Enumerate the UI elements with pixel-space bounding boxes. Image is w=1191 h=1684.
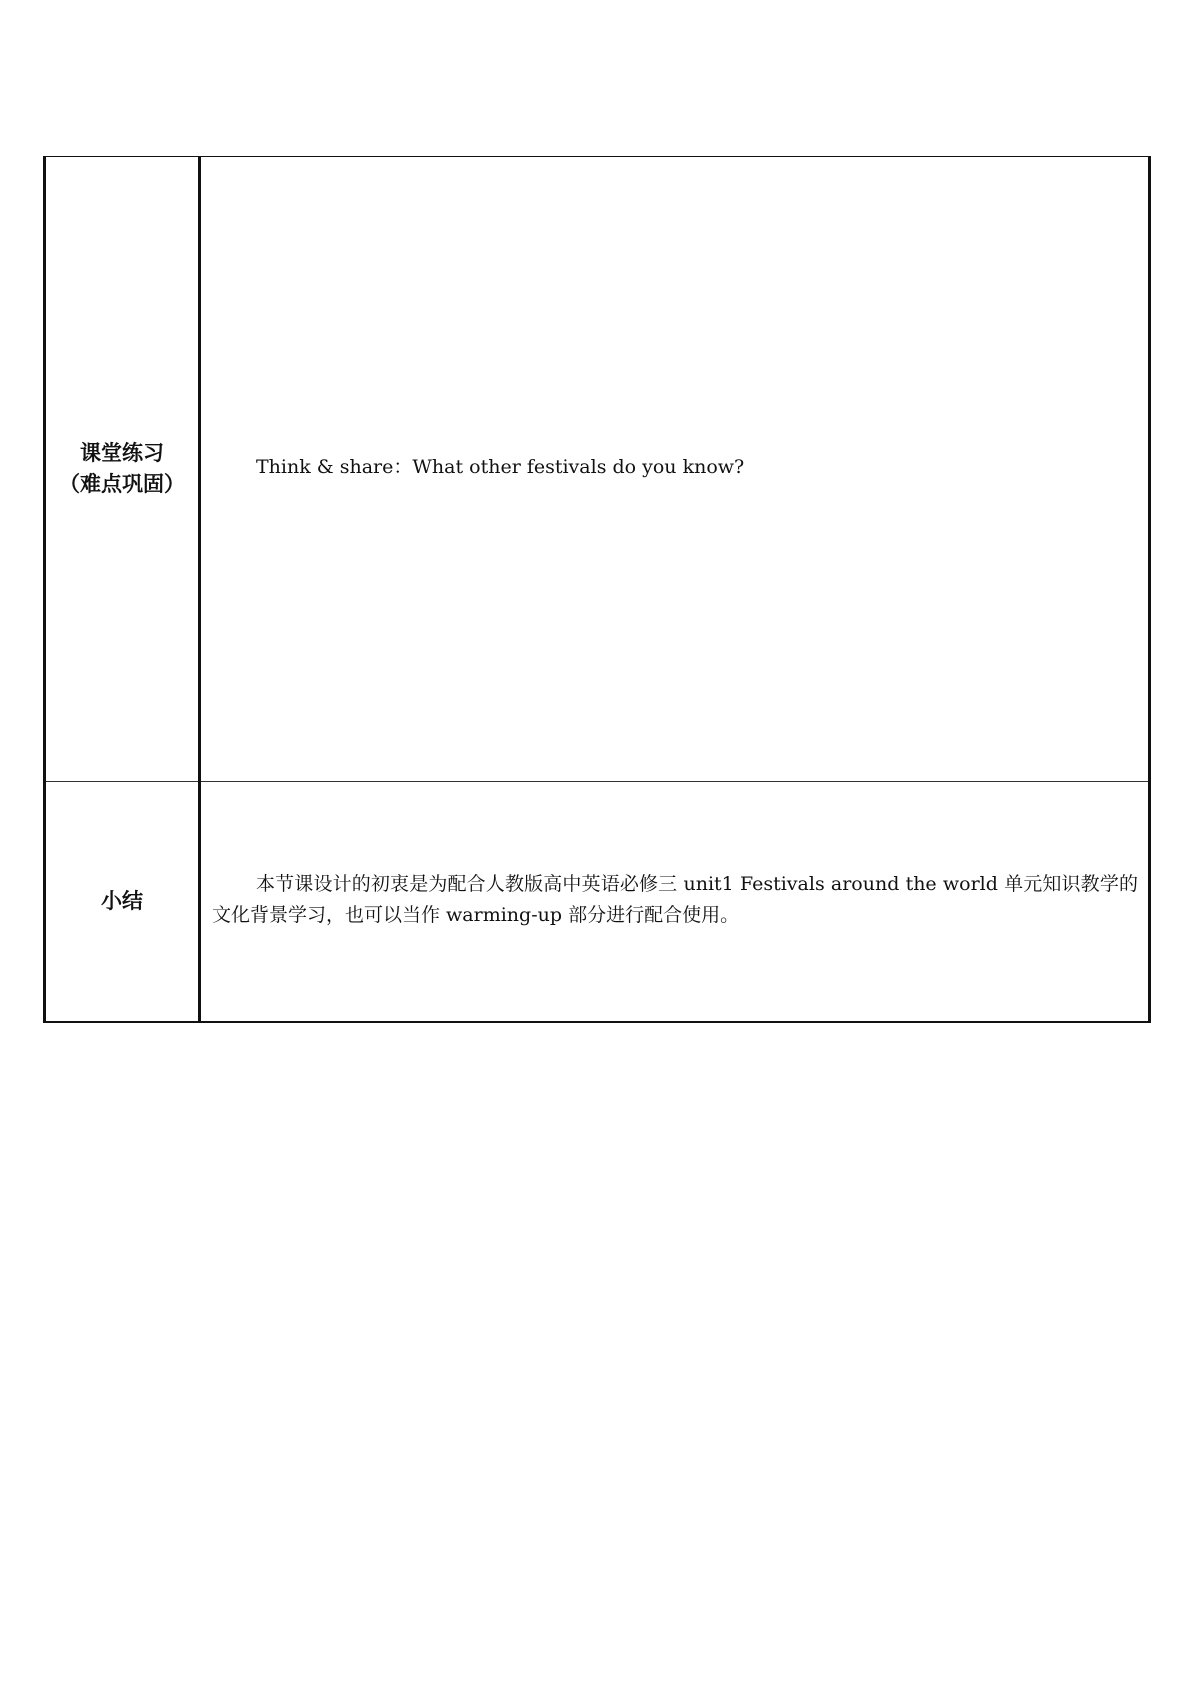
row-label-line: 课堂练习 bbox=[80, 441, 164, 465]
summary-content-cell bbox=[200, 782, 1150, 1023]
practice-prompt-text: Think & share：What other festivals do you know? bbox=[256, 456, 745, 478]
row-label-summary bbox=[45, 782, 200, 1023]
practice-content-cell bbox=[200, 157, 1150, 782]
lesson-plan-table bbox=[43, 156, 1151, 1023]
table-row-practice bbox=[45, 157, 1150, 782]
table-row-summary bbox=[45, 782, 1150, 1023]
row-label-practice bbox=[45, 157, 200, 782]
row-label-line: 小结 bbox=[101, 889, 143, 913]
row-label-subline: （难点巩固） bbox=[59, 472, 185, 496]
summary-paragraph: 本节课设计的初衷是为配合人教版高中英语必修三 unit1 Festivals around the world 单元知识教学的文化背景学习，也可以当作 warming-up 部分进行配合使用。 bbox=[212, 872, 1138, 926]
